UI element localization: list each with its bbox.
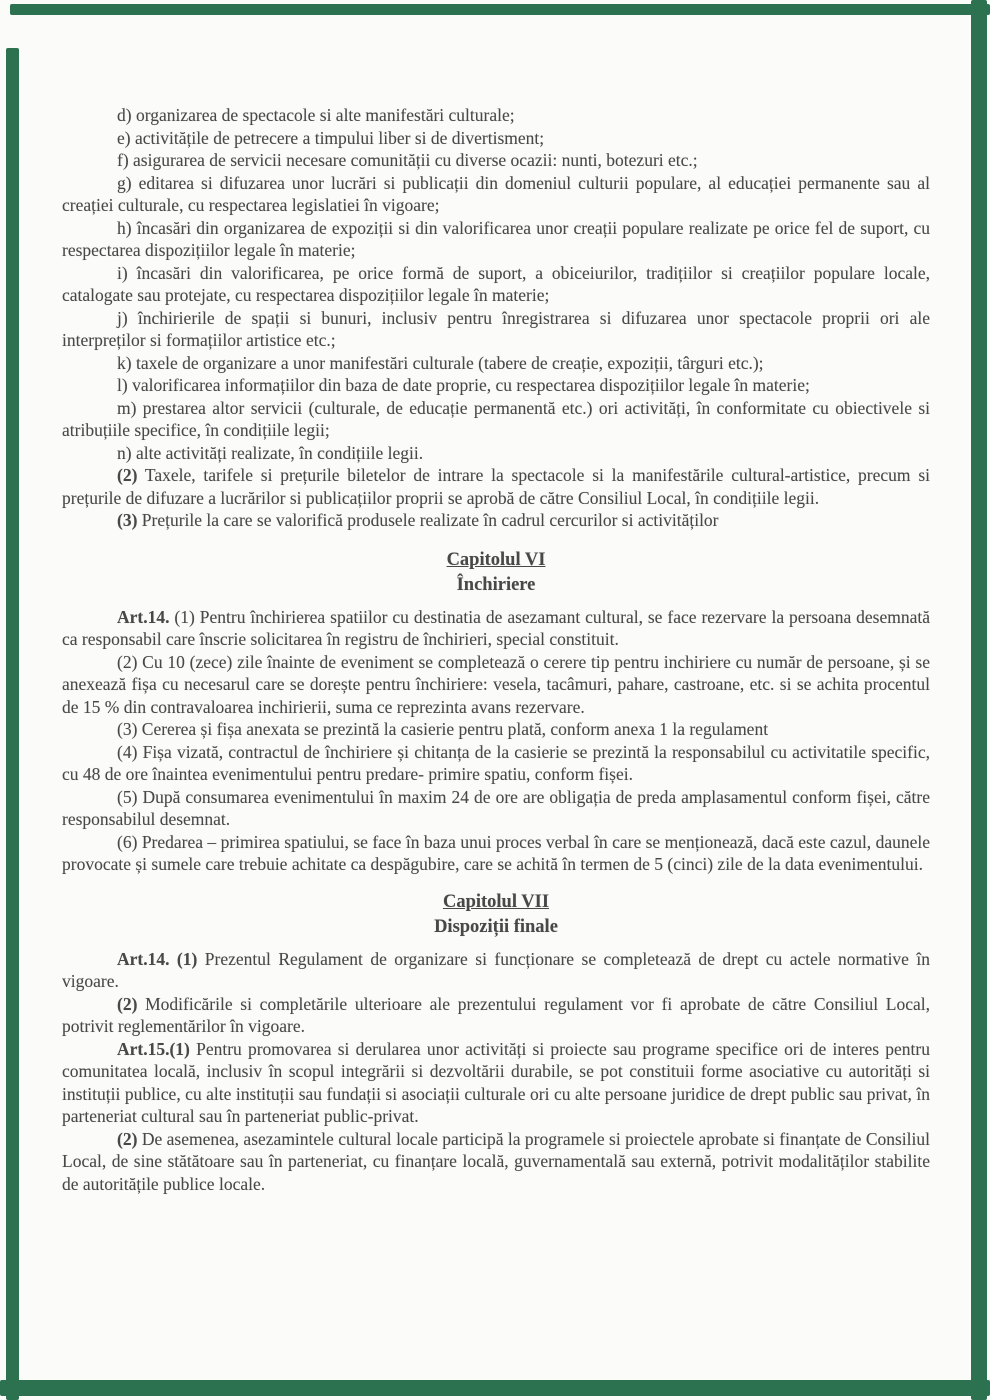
list-item-m-text: m) prestarea altor servicii (culturale, de educație permanentă etc.) ori activități, în conformitate cu obiectivele si atribuțiile specifice, în condițiile legii;: [62, 397, 930, 440]
paragraph-art14b-2: [62, 993, 930, 1038]
chapter-vii-subheading: [62, 915, 930, 940]
paragraph-art14-3-text: (3) Cererea și fișa anexata se prezintă la casierie pentru plată, conform anexa 1 la regulament: [117, 719, 769, 739]
paragraph-art15-1-text: Art.15.(1): [117, 1038, 190, 1059]
paragraph-art14-1-text: (1) Pentru închirierea spatiilor cu destinatia de asezamant cultural, se face rezervare la persoana desemnată ca responsabil care înscrie solicitarea în registru de închirieri, special constituit.: [62, 606, 930, 649]
paragraph-art15-1-text: Pentru promovarea si derularea unor activități si proiecte sau programe specifice ori de interes pentru comunitatea locală, inclusiv în scopul integrării si dezvoltării durabile, se pot constituii forme asociative cu autorități si instituții publice, cu alte instituții sau fundații si asociații culturale ori cu alte persoane juridice de drept public sau privat, în parteneriat cultural sau în parteneriat public-privat.: [62, 1038, 930, 1126]
list-item-e: [62, 127, 930, 150]
paragraph-art14-1-text: Art.14.: [117, 606, 170, 627]
scan-edge-artifact-bottom: [0, 1380, 990, 1396]
list-item-k-text: k) taxele de organizare a unor manifestări culturale (tabere de creație, expoziții, târguri etc.);: [117, 352, 764, 373]
paragraph-art14-6: [62, 831, 930, 876]
paragraph-art15-2-text: De asemenea, asezamintele cultural locale participă la programele si proiectele aprobate si finanțate de Consiliul Local, de sine stătătoare sau în parteneriat, cu finanțare locală, guvernamentală sau externă, potrivit modalităților stabilite de autoritățile publice locale.: [62, 1128, 930, 1194]
list-item-d-text: d) organizarea de spectacole si alte manifestări culturale;: [117, 105, 515, 125]
list-item-g-text: g) editarea si difuzarea unor lucrări si publicații din domeniul culturii populare, al educației permanente sau al creației culturale, cu respectarea legislatiei în vigoare;: [62, 172, 930, 215]
document-body: [62, 0, 930, 1195]
chapter-vi-subheading-text: Închiriere: [456, 574, 536, 595]
paragraph-art13-2-text: Taxele, tarifele si prețurile biletelor de intrare la spectacole si la manifestările cultural-artistice, precum si prețurile de difuzare a lucrărilor si publicațiilor proprii se aprobă de către Consiliul Local, în condițiile legii.: [62, 465, 930, 508]
list-item-n-text: n) alte activități realizate, în condițiile legii.: [117, 442, 424, 463]
paragraph-art14-5: [62, 786, 930, 831]
list-item-l-text: l) valorificarea informațiilor din baza de date proprie, cu respectarea dispozițiilor legale în materie;: [117, 375, 810, 395]
list-item-e-text: e) activitățile de petrecere a timpului liber si de divertisment;: [117, 127, 545, 148]
paragraph-art13-3-text: Prețurile la care se valorifică produsele realizate în cadrul cercurilor si activităților: [137, 510, 719, 530]
list-item-h-text: h) încasări din organizarea de expoziții si din valorificarea unor creații populare realizate pe orice fel de suport, cu respectarea dispozițiilor legale în materie;: [62, 217, 930, 260]
list-item-d: [62, 104, 930, 127]
paragraph-art15-2-text: (2): [117, 1128, 138, 1149]
paragraph-art14-3: [62, 718, 930, 741]
paragraph-art14-1: [62, 606, 930, 651]
list-item-j: [62, 307, 930, 352]
paragraph-art14-4: [62, 741, 930, 786]
chapter-vi-heading-text: Capitolul VI: [446, 549, 546, 570]
list-item-m: [62, 397, 930, 442]
chapter-vii-heading-text: Capitolul VII: [442, 891, 550, 912]
list-item-f-text: f) asigurarea de servicii necesare comunității cu diverse ocazii: nunti, botezuri etc.;: [117, 150, 698, 170]
list-item-f: [62, 149, 930, 172]
paragraph-art15-1: [62, 1038, 930, 1128]
paragraph-art13-2: [62, 464, 930, 509]
chapter-vii-subheading-text: Dispoziții finale: [434, 916, 558, 937]
scan-edge-artifact-left: [6, 48, 19, 1400]
scan-edge-artifact-right: [971, 0, 987, 1400]
paragraph-art14b-2-text: Modificările si completările ulterioare ale prezentului regulament vor fi aprobate de către Consiliul Local, potrivit reglementărilor în vigoare.: [62, 993, 930, 1036]
chapter-vi-subheading: [62, 573, 930, 598]
paragraph-art13-2-text: (2): [117, 465, 138, 485]
paragraph-art14b-1: [62, 948, 930, 993]
paragraph-art15-2: [62, 1128, 930, 1196]
list-item-j-text: j) închirierile de spații si bunuri, inclusiv pentru înregistrarea si difuzarea unor spectacole proprii ori ale interpreților si formațiilor artistice etc.;: [62, 307, 930, 350]
paragraph-art14-6-text: (6) Predarea – primirea spatiului, se face în baza unui proces verbal în care se menționează, dacă este cazul, daunele provocate și sumele care trebuie achitate ca despăgubire, care se achită în termen de 5 (cinci) zile de la data evenimentului.: [62, 831, 930, 874]
list-item-l: [62, 374, 930, 397]
paragraph-art14-5-text: (5) După consumarea evenimentului în maxim 24 de ore are obligația de preda amplasamentul conform fișei, către responsabilul desemnat.: [62, 786, 930, 829]
paragraph-art14b-1-text: Prezentul Regulament de organizare si funcționare se completează de drept cu actele normative în vigoare.: [62, 948, 931, 991]
list-item-n: [62, 442, 930, 465]
paragraph-art14-2-text: (2) Cu 10 (zece) zile înainte de eveniment se completează o cerere tip pentru inchiriere cu număr de persoane, și se anexează fișa cu necesarul care se dorește pentru închiriere: vesela, tacâmuri, pahare, castroane, etc. si se achita procentul de 15 % din contravaloarea inchirierii, suma ce reprezinta avans rezervare.: [62, 651, 930, 717]
paragraph-art14-4-text: (4) Fișa vizată, contractul de închiriere și chitanța de la casierie se prezintă la responsabilul cu activitatile specific, cu 48 de ore înaintea evenimentului pentru predare- primire spatiu, conform fișei.: [62, 741, 930, 784]
paragraph-art13-3-text: (3): [117, 510, 138, 530]
list-item-g: [62, 172, 930, 217]
paragraph-art14b-2-text: (2): [117, 993, 138, 1014]
list-item-h: [62, 217, 930, 262]
chapter-vii-heading: [62, 890, 930, 915]
list-item-i: [62, 262, 930, 307]
list-item-i-text: i) încasări din valorificarea, pe orice formă de suport, a obiceiurilor, tradițiilor si creațiilor populare locale, catalogate sau protejate, cu respectarea dispozițiilor legale în materie;: [62, 262, 930, 305]
chapter-vi-heading: [62, 548, 930, 573]
paragraph-art14-2: [62, 651, 930, 719]
paragraph-art13-3: [62, 509, 930, 532]
paragraph-art14b-1-text: Art.14. (1): [117, 948, 198, 969]
list-item-k: [62, 352, 930, 375]
